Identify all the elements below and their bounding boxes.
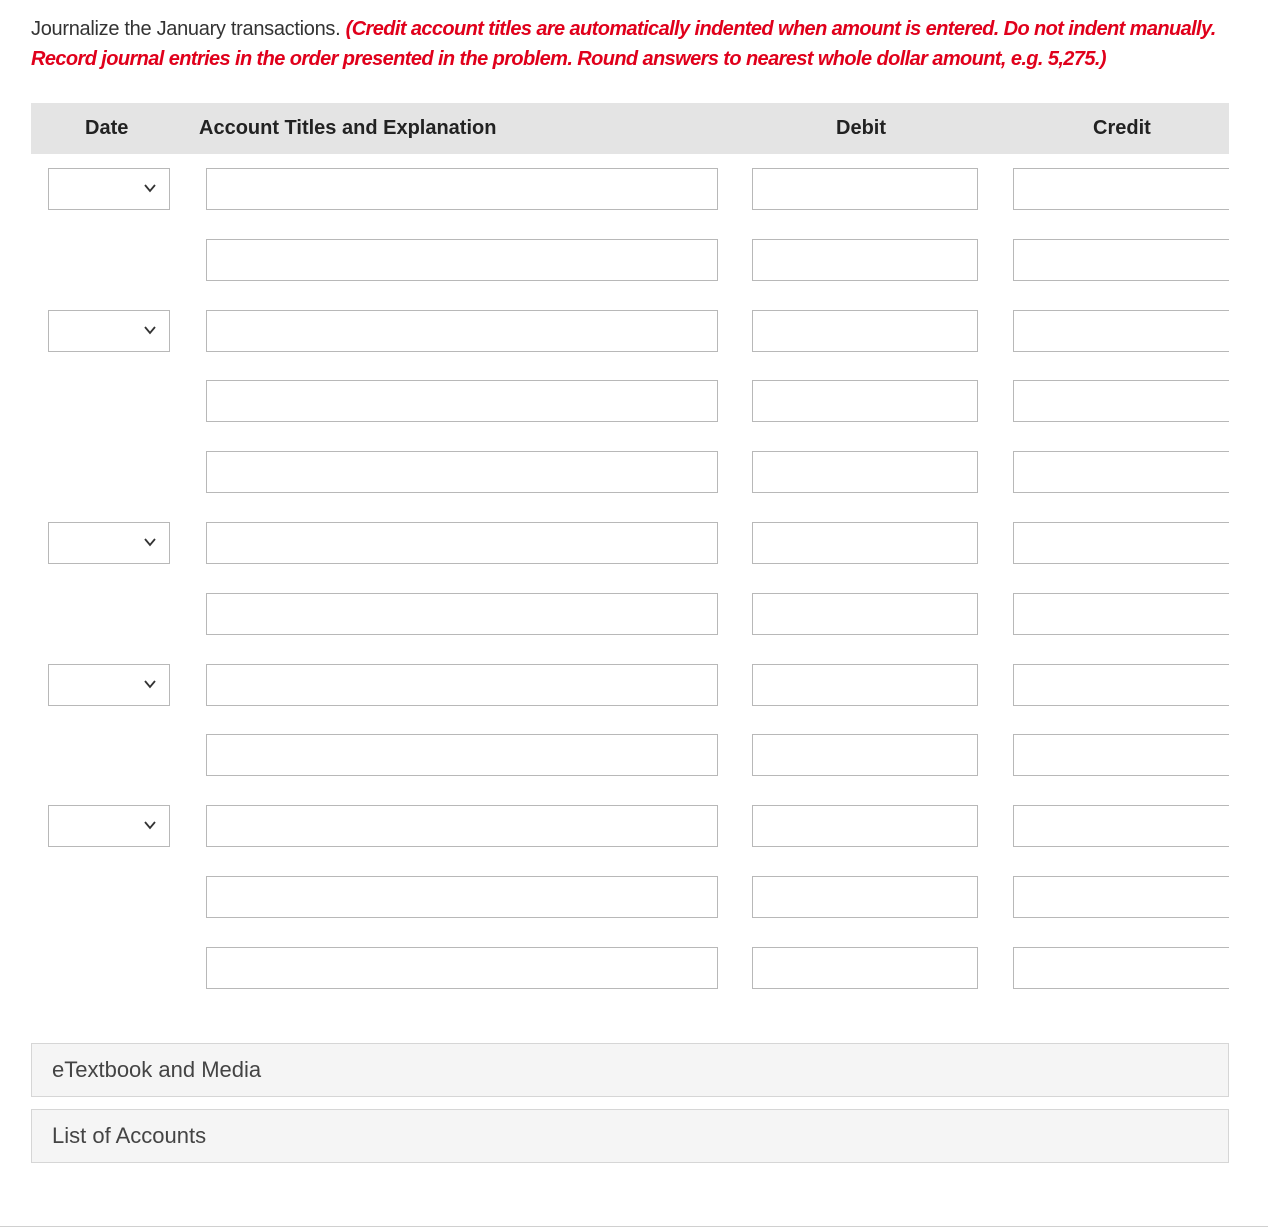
- instructions-lead: Journalize the January transactions.: [31, 18, 341, 40]
- account-title-input[interactable]: [206, 168, 718, 210]
- account-title-input[interactable]: [206, 734, 718, 776]
- credit-input[interactable]: [1013, 805, 1229, 847]
- account-title-input[interactable]: [206, 947, 718, 989]
- journal-row: [0, 734, 1268, 778]
- journal-row: [0, 451, 1268, 495]
- credit-input[interactable]: [1013, 168, 1229, 210]
- debit-input[interactable]: [752, 239, 978, 281]
- header-debit: Debit: [836, 117, 886, 139]
- chevron-down-icon: [143, 181, 157, 195]
- debit-input[interactable]: [752, 310, 978, 352]
- date-select[interactable]: [48, 168, 170, 210]
- credit-input[interactable]: [1013, 380, 1229, 422]
- journal-header: [31, 103, 1229, 154]
- chevron-down-icon: [143, 323, 157, 337]
- journal-row: [0, 593, 1268, 637]
- journal-row: [0, 947, 1268, 991]
- date-select[interactable]: [48, 310, 170, 352]
- account-title-input[interactable]: [206, 522, 718, 564]
- account-title-input[interactable]: [206, 664, 718, 706]
- credit-input[interactable]: [1013, 593, 1229, 635]
- instructions: [31, 14, 1241, 74]
- list-of-accounts-panel[interactable]: [31, 1109, 1229, 1163]
- header-credit: Credit: [1093, 117, 1151, 139]
- account-title-input[interactable]: [206, 876, 718, 918]
- date-select[interactable]: [48, 522, 170, 564]
- journal-row: [0, 876, 1268, 920]
- credit-input[interactable]: [1013, 734, 1229, 776]
- debit-input[interactable]: [752, 522, 978, 564]
- bottom-divider: [0, 1226, 1268, 1227]
- account-title-input[interactable]: [206, 239, 718, 281]
- date-select[interactable]: [48, 805, 170, 847]
- etextbook-media-panel[interactable]: [31, 1043, 1229, 1097]
- journal-row: [0, 168, 1268, 212]
- debit-input[interactable]: [752, 664, 978, 706]
- list-of-accounts-label: List of Accounts: [52, 1123, 207, 1148]
- debit-input[interactable]: [752, 168, 978, 210]
- instructions-note: (Credit account titles are automatically indented when amount is entered. Do not indent manually. Record journal entries in the order presented in the problem. Round answers to nearest whole dollar amount, e.g. 5,275.): [31, 18, 1216, 70]
- chevron-down-icon: [143, 818, 157, 832]
- account-title-input[interactable]: [206, 593, 718, 635]
- journal-row: [0, 380, 1268, 424]
- credit-input[interactable]: [1013, 664, 1229, 706]
- journal-row: [0, 522, 1268, 566]
- debit-input[interactable]: [752, 805, 978, 847]
- credit-input[interactable]: [1013, 522, 1229, 564]
- chevron-down-icon: [143, 677, 157, 691]
- credit-input[interactable]: [1013, 239, 1229, 281]
- header-date: Date: [85, 117, 129, 139]
- debit-input[interactable]: [752, 734, 978, 776]
- credit-input[interactable]: [1013, 451, 1229, 493]
- debit-input[interactable]: [752, 380, 978, 422]
- debit-input[interactable]: [752, 451, 978, 493]
- journal-row: [0, 664, 1268, 708]
- account-title-input[interactable]: [206, 451, 718, 493]
- etextbook-media-label: eTextbook and Media: [52, 1057, 262, 1082]
- account-title-input[interactable]: [206, 310, 718, 352]
- date-select[interactable]: [48, 664, 170, 706]
- journal-row: [0, 239, 1268, 283]
- journal-row: [0, 805, 1268, 849]
- journal-row: [0, 310, 1268, 354]
- credit-input[interactable]: [1013, 947, 1229, 989]
- credit-input[interactable]: [1013, 876, 1229, 918]
- debit-input[interactable]: [752, 876, 978, 918]
- chevron-down-icon: [143, 535, 157, 549]
- debit-input[interactable]: [752, 947, 978, 989]
- header-account-titles: Account Titles and Explanation: [199, 117, 497, 139]
- credit-input[interactable]: [1013, 310, 1229, 352]
- account-title-input[interactable]: [206, 805, 718, 847]
- debit-input[interactable]: [752, 593, 978, 635]
- account-title-input[interactable]: [206, 380, 718, 422]
